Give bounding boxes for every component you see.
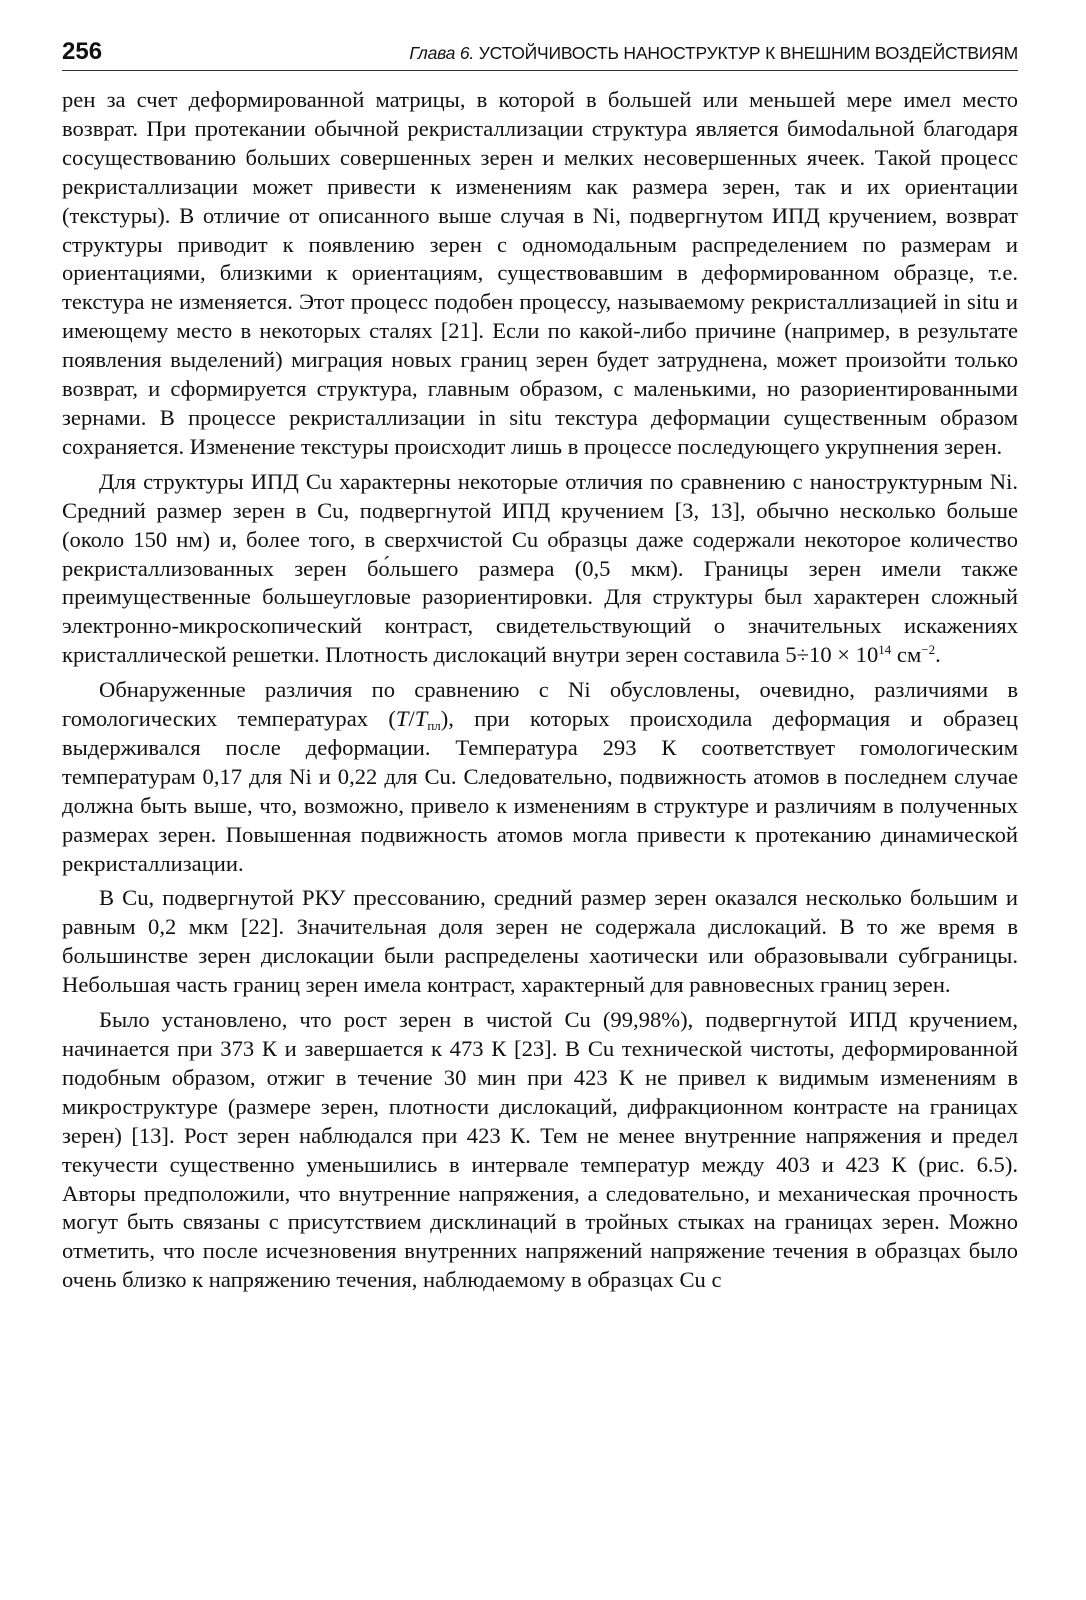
page-header: [62, 34, 1018, 71]
exponent-14: 14: [878, 642, 892, 658]
paragraph-3-rest: ), при которых происходила деформация и образец выдерживался после деформации. Температура 293 К соответствует гомологическим температурам 0,17 для Ni и 0,22 для Cu. Следовательно, подвижность атомов в последнем случае должна быть выше, что, возможно, привело к изменениям в структуре и различиям в полученных размерах зерен. Повышенная подвижность атомов могла привести к протеканию динамической рекристаллизации.: [62, 706, 1018, 876]
page-number: 256: [62, 38, 103, 65]
running-head: [409, 43, 1018, 70]
symbol-T-melt: T: [414, 706, 428, 732]
paragraph-5: Было установлено, что рост зерен в чистой Cu (99,98%), подвергнутой ИПД кручением, начинается при 373 К и завершается к 473 К [23]. В Cu технической чистоты, деформированной подобным образом, отжиг в течение 30 мин при 423 К не привел к видимым изменениям в микроструктуре (размере зерен, плотности дислокаций, дифракционном контрасте на границах зерен) [13]. Рост зерен наблюдался при 423 К. Тем не менее внутренние напряжения и предел текучести существенно уменьшились в интервале температур между 403 и 423 К (рис. 6.5). Авторы предположили, что внутренние напряжения, а следовательно, и механическая прочность могут быть связаны с присутствием дисклинаций в тройных стыках на границах зерен. Можно отметить, что после исчезновения внутренних напряжений напряжение течения в образцах было очень близко к напряжению течения, наблюдаемому в образцах Cu с: [62, 1007, 1018, 1293]
chapter-label: Глава 6.: [409, 43, 475, 63]
unit-cm: см: [891, 642, 922, 668]
symbol-slash: /: [408, 706, 415, 732]
paragraph-2-text: Для структуры ИПД Cu характерны некоторые отличия по сравнению с наноструктурным Ni. Средний размер зерен в Cu, подвергнутой ИПД кручением [3, 13], обычно несколько больше (около 150 нм) и, более того, в сверхчистой Cu образцы даже содержали некоторое количество рекристаллизованных зерен бо́льшего размера (0,5 мкм). Границы зерен имели также преимущественные большеугловые разориентировки. Для структуры был характерен сложный электронно-микроскопический контраст, свидетельствующий о значительных искажениях кристаллической решетки. Плотность дислокаций внутри зерен составила 5÷10 × 10: [62, 468, 1018, 668]
subscript-pl: пл: [427, 718, 441, 734]
paragraph-1: рен за счет деформированной матрицы, в которой в большей или меньшей мере имел место возврат. При протекании обычной рекристаллизации структура является бимоdальной благодаря сосуществованию больших совершенных зерен и мелких несовершенных ячеек. Такой процесс рекристаллизации может привести к изменениям как размера зерен, так и их ориентации (текстуры). В отличие от описанного выше случая в Ni, подвергнутом ИПД кручением, возврат структуры приводит к появлению зерен с одномодальным распределением по размерам и ориентациями, близкими к ориентациям, существовавшим в деформированном образце, т.е. текстура не изменяется. Этот процесс подобен процессу, называемому рекристаллизацией in situ и имеющему место в некоторых сталях [21]. Если по какой-либо причине (например, в результате появления выделений) миграция новых границ зерен будет затруднена, может произойти только возврат, и сформируется структура, главным образом, с маленькими, но разориентированными зернами. В процессе рекристаллизации in situ текстура деформации существенным образом сохраняется. Изменение текстуры происходит лишь в процессе последующего укрупнения зерен.: [62, 87, 1018, 459]
paragraph-3-text: Обнаруженные различия по сравнению с Ni обусловлены, очевидно, различиями в гомологических температурах (: [62, 677, 1018, 732]
body-text: [62, 86, 1018, 1301]
symbol-T: T: [395, 706, 409, 732]
paragraph-3: [62, 676, 1018, 878]
chapter-title: УСТОЙЧИВОСТЬ НАНОСТРУКТУР К ВНЕШНИМ ВОЗДЕЙСТВИЯМ: [478, 43, 1018, 63]
paragraph-2: [62, 468, 1018, 670]
paragraph-4: В Cu, подвергнутой РКУ прессованию, средний размер зерен оказался несколько большим и равным 0,2 мкм [22]. Значительная доля зерен не содержала дислокаций. В то же время в большинстве зерен дислокации были распределены хаотически или образовывали субграницы. Небольшая часть границ зерен имела контраст, характерный для равновесных границ зерен.: [62, 885, 1018, 998]
paragraph-2-end: .: [935, 642, 941, 668]
exponent-minus-2: −2: [921, 642, 936, 658]
